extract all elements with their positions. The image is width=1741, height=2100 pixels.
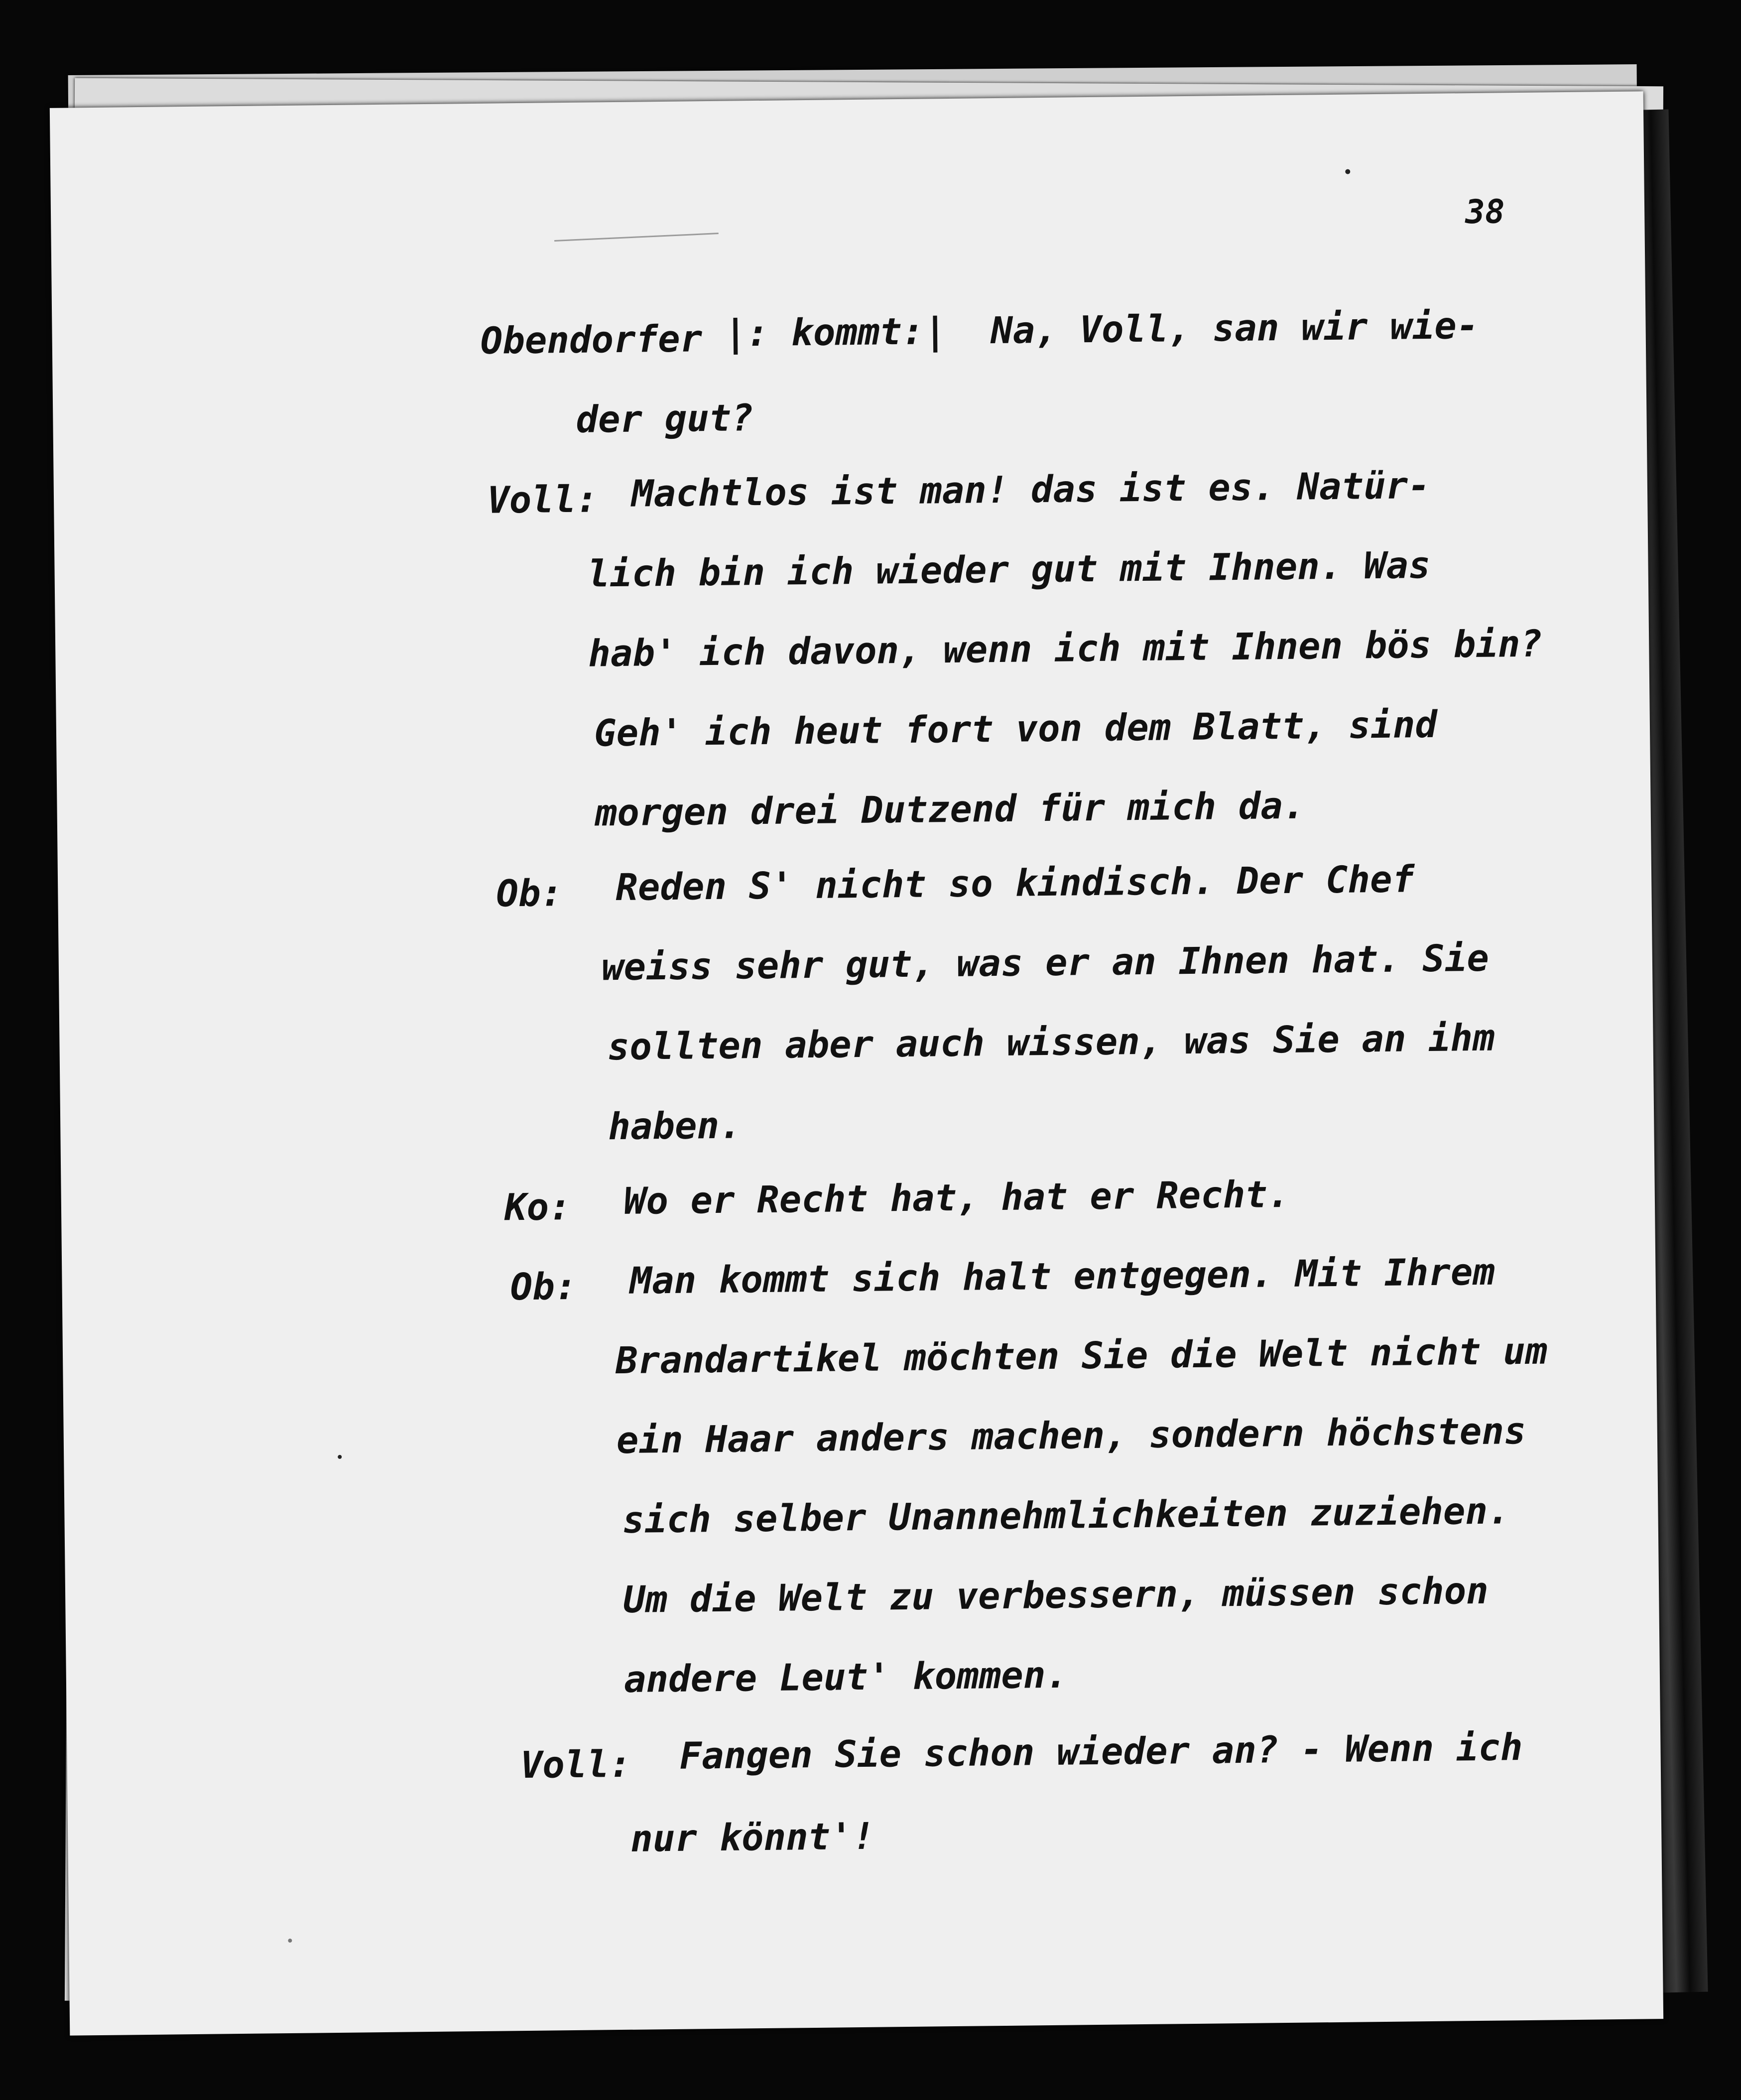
text-line: andere Leut' kommen. [623,1653,1068,1701]
text-line: Fangen Sie schon wieder an? - Wenn ich [679,1726,1523,1778]
speaker-label: Ob: [510,1265,577,1309]
pencil-mark [554,223,719,242]
typewritten-page [50,91,1663,2035]
text-line: Man kommt sich halt entgegen. Mit Ihrem [629,1250,1495,1303]
text-line: sollten aber auch wissen, was Sie an ihm [607,1016,1495,1069]
text-line: Brandartikel möchten Sie die Welt nicht um [615,1329,1548,1383]
text-line: Um die Welt zu verbessern, müssen schon [622,1569,1489,1621]
speaker-label: Voll: [520,1742,631,1787]
text-line: haben. [608,1104,742,1149]
text-line: weiss sehr gut, was er an Ihnen hat. Sie [601,936,1490,989]
text-line: hab' ich davon, wenn ich mit Ihnen bös bin? [588,622,1543,675]
text-line: nur könnt'! [630,1815,875,1860]
text-line: morgen drei Dutzend für mich da. [595,784,1305,835]
speaker-label: Ob: [496,872,563,916]
text-line: Reden S' nicht so kindisch. Der Chef [615,858,1415,910]
speaker-label: Obendorfer [480,317,703,363]
dust-speck [288,1939,292,1943]
text-line: |: kommt:| Na, Voll, san wir wie- [724,304,1479,355]
dust-speck [1345,169,1350,174]
page-number: 38 [1465,192,1505,232]
text-line: Geh' ich heut fort von dem Blatt, sind [594,703,1438,755]
text-line: sich selber Unannehmlichkeiten zuziehen. [622,1489,1510,1542]
text-line: Wo er Recht hat, hat er Recht. [623,1173,1290,1223]
text-line: lich bin ich wieder gut mit Ihnen. Was [587,543,1431,596]
speaker-label: Voll: [487,478,599,522]
text-line: der gut? [575,396,754,441]
text-line: Machtlos ist man! das ist es. Natür- [631,464,1431,516]
text-line: ein Haar anders machen, sondern höchstens [616,1409,1526,1462]
speaker-label: Ko: [504,1185,572,1229]
dust-speck [338,1455,342,1459]
